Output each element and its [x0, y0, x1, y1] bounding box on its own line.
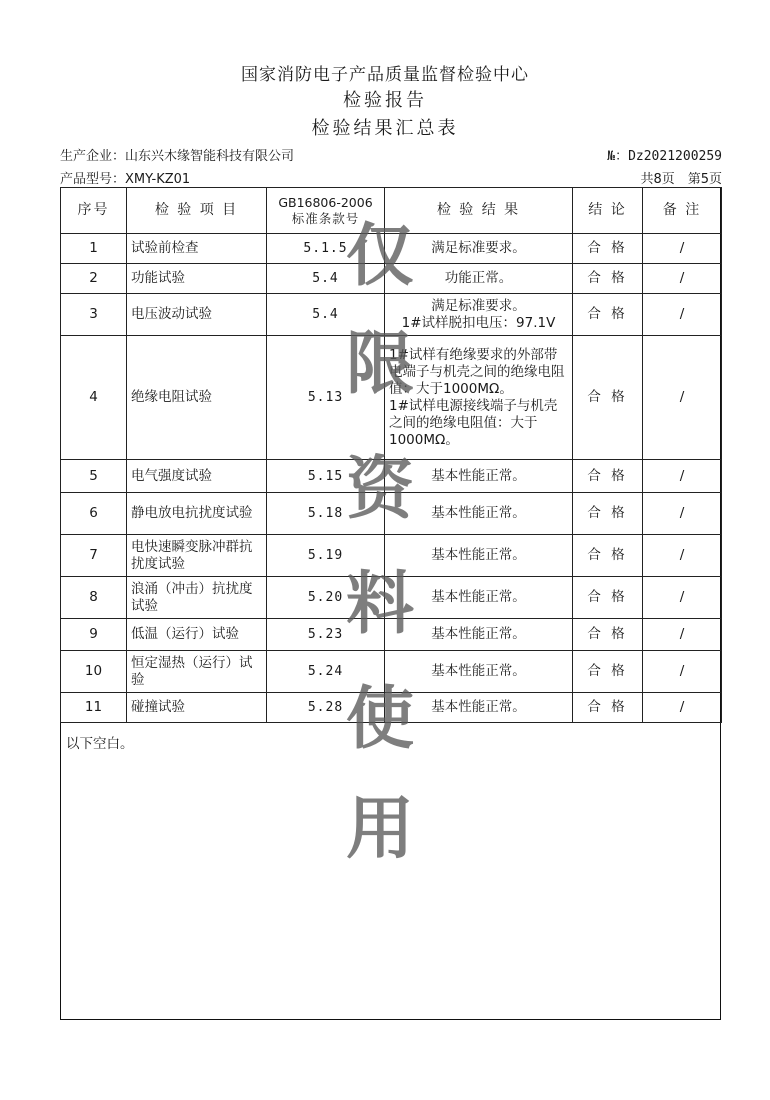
table-row [61, 693, 722, 723]
watermark-char: 使 [345, 679, 414, 759]
row-item: 恒定湿热（运行）试验 [127, 651, 267, 693]
report-number: №：Dz2021200259 [607, 149, 722, 164]
row-item: 碰撞试验 [127, 693, 267, 723]
col-header-standard [267, 188, 385, 234]
row-conclusion: 合 格 [573, 234, 643, 264]
row-no: 4 [61, 336, 127, 460]
row-item: 电气强度试验 [127, 460, 267, 493]
document-type: 检验报告 [343, 90, 427, 111]
table-row [61, 460, 722, 493]
col-header-item: 检 验 项 目 [127, 188, 267, 234]
row-remark: / [643, 693, 722, 723]
row-result: 功能正常。 [385, 264, 573, 294]
row-result [385, 336, 573, 460]
watermark-char: 资 [345, 449, 414, 529]
row-item: 静电放电抗扰度试验 [127, 493, 267, 535]
row-result-line: 1#试样电源接线端子与机壳之间的绝缘电阻值：大于1000MΩ。 [389, 397, 558, 448]
col-header-standard-label: 标准条款号 [291, 210, 360, 226]
table-row [61, 234, 722, 264]
row-standard: 5.4 [267, 294, 385, 336]
row-standard: 5.20 [267, 577, 385, 619]
end-of-content-note: 以下空白。 [66, 736, 134, 752]
row-standard: 5.4 [267, 264, 385, 294]
row-result: 基本性能正常。 [385, 577, 573, 619]
row-no: 10 [61, 651, 127, 693]
page-count: 共8页 第5页 [640, 172, 722, 187]
row-standard: 5.28 [267, 693, 385, 723]
row-conclusion: 合 格 [573, 336, 643, 460]
row-result: 基本性能正常。 [385, 493, 573, 535]
row-remark: / [643, 577, 722, 619]
row-no: 8 [61, 577, 127, 619]
watermark-char: 仅 [345, 216, 414, 296]
product-model: 产品型号：XMY-KZ01 [60, 172, 191, 187]
row-standard: 5.1.5 [267, 234, 385, 264]
row-item: 试验前检查 [127, 234, 267, 264]
row-conclusion: 合 格 [573, 651, 643, 693]
row-result: 基本性能正常。 [385, 651, 573, 693]
row-no: 7 [61, 535, 127, 577]
row-no: 6 [61, 493, 127, 535]
table-row [61, 619, 722, 651]
row-item: 功能试验 [127, 264, 267, 294]
row-no: 2 [61, 264, 127, 294]
row-remark: / [643, 535, 722, 577]
col-header-conclusion: 结 论 [573, 188, 643, 234]
table-row [61, 336, 722, 460]
row-conclusion: 合 格 [573, 619, 643, 651]
row-standard: 5.13 [267, 336, 385, 460]
row-no: 3 [61, 294, 127, 336]
row-standard: 5.23 [267, 619, 385, 651]
row-result: 基本性能正常。 [385, 535, 573, 577]
table-header-row [61, 188, 722, 234]
col-header-standard-code: GB16806-2006 [278, 194, 373, 210]
row-remark: / [643, 651, 722, 693]
row-no: 5 [61, 460, 127, 493]
row-item: 浪涌（冲击）抗扰度试验 [127, 577, 267, 619]
watermark-char: 用 [345, 789, 414, 869]
row-standard: 5.24 [267, 651, 385, 693]
row-conclusion: 合 格 [573, 535, 643, 577]
results-table [60, 187, 722, 723]
row-item: 电快速瞬变脉冲群抗扰度试验 [127, 535, 267, 577]
row-item: 电压波动试验 [127, 294, 267, 336]
row-conclusion: 合 格 [573, 493, 643, 535]
row-result-line: 1#试样脱扣电压：97.1V [401, 314, 556, 331]
row-result: 基本性能正常。 [385, 693, 573, 723]
row-standard: 5.19 [267, 535, 385, 577]
row-conclusion: 合 格 [573, 460, 643, 493]
watermark-char: 料 [345, 564, 414, 644]
row-remark: / [643, 234, 722, 264]
row-conclusion: 合 格 [573, 294, 643, 336]
table-row [61, 577, 722, 619]
table-row [61, 535, 722, 577]
row-item: 低温（运行）试验 [127, 619, 267, 651]
manufacturer: 生产企业：山东兴木缘智能科技有限公司 [60, 149, 295, 164]
row-no: 11 [61, 693, 127, 723]
row-remark: / [643, 493, 722, 535]
row-result-line: 满足标准要求。 [431, 297, 526, 314]
row-remark: / [643, 264, 722, 294]
watermark-char: 限 [345, 324, 414, 404]
issuing-organization: 国家消防电子产品质量监督检验中心 [241, 65, 529, 85]
table-row [61, 294, 722, 336]
row-conclusion: 合 格 [573, 264, 643, 294]
document-subtitle: 检验结果汇总表 [311, 118, 459, 139]
row-no: 9 [61, 619, 127, 651]
row-result-line: 1#试样有绝缘要求的外部带电端子与机壳之间的绝缘电阻值：大于1000MΩ。 [389, 346, 565, 397]
row-standard: 5.15 [267, 460, 385, 493]
col-header-remark: 备 注 [643, 188, 722, 234]
row-remark: / [643, 336, 722, 460]
row-result: 基本性能正常。 [385, 460, 573, 493]
row-result: 基本性能正常。 [385, 619, 573, 651]
row-remark: / [643, 619, 722, 651]
table-row [61, 493, 722, 535]
col-header-no: 序号 [61, 188, 127, 234]
row-standard: 5.18 [267, 493, 385, 535]
row-item: 绝缘电阻试验 [127, 336, 267, 460]
row-result [385, 294, 573, 336]
row-no: 1 [61, 234, 127, 264]
row-conclusion: 合 格 [573, 693, 643, 723]
table-row [61, 651, 722, 693]
row-conclusion: 合 格 [573, 577, 643, 619]
col-header-result: 检 验 结 果 [385, 188, 573, 234]
row-remark: / [643, 294, 722, 336]
table-row [61, 264, 722, 294]
row-remark: / [643, 460, 722, 493]
row-result: 满足标准要求。 [385, 234, 573, 264]
